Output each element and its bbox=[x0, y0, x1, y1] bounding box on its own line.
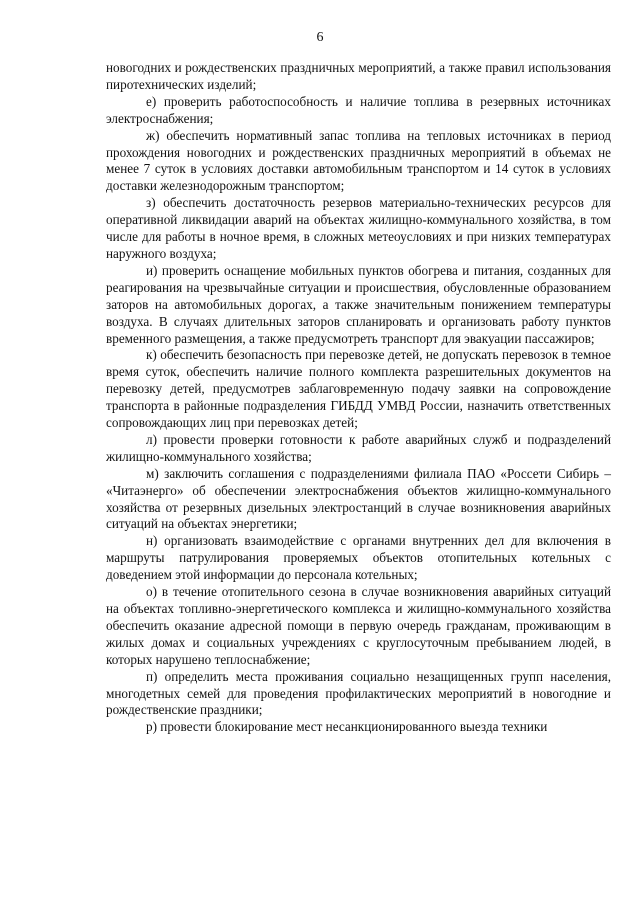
document-body bbox=[106, 60, 611, 736]
paragraph-item-i: и) проверить оснащение мобильных пунктов обогрева и питания, созданных для реагирования на чрезвычайные ситуации и происшествия, обусловленные образованием заторов на автомобильных дорогах, а также значительным понижением температуры воздуха. В случаях длительных заторов спланировать и организовать работу пунктов временного размещения, а также предусмотреть транспорт для эвакуации пассажиров; bbox=[106, 262, 611, 346]
paragraph-item-n: н) организовать взаимодействие с органами внутренних дел для включения в маршруты патрулирования проверяемых объектов отопительных котельных с доведением этой информации до персонала котельных; bbox=[106, 533, 611, 583]
paragraph-item-e: е) проверить работоспособность и наличие топлива в резервных источниках электроснабжения; bbox=[106, 93, 611, 126]
paragraph-item-zh: ж) обеспечить нормативный запас топлива на тепловых источниках в период прохождения новогодних и рождественских праздничных мероприятий в объемах не менее 7 суток в условиях доставки автомобильным транспортом и 14 суток в условиях доставки железнодорожным транспортом; bbox=[106, 127, 611, 194]
paragraph-item-o: о) в течение отопительного сезона в случае возникновения аварийных ситуаций на объектах топливно-энергетического комплекса и жилищно-коммунального хозяйства обеспечить оказание адресной помощи в первую очередь гражданам, проживающим в жилых домах и социальных учреждениях с круглосуточным пребыванием людей, в которых нарушено теплоснабжение; bbox=[106, 584, 611, 667]
paragraph-item-l: л) провести проверки готовности к работе аварийных служб и подразделений жилищно-коммунального хозяйства; bbox=[106, 431, 611, 464]
paragraph-item-p: п) определить места проживания социально незащищенных групп населения, многодетных семей для проведения профилактических мероприятий в новогодние и рождественские праздники; bbox=[106, 668, 611, 718]
paragraph-continuation: новогодних и рождественских праздничных мероприятий, а также правил использования пиротехнических изделий; bbox=[106, 60, 611, 92]
paragraph-item-m: м) заключить соглашения с подразделениями филиала ПАО «Россети Сибирь – «Читаэнерго» об обеспечении электроснабжения объектов жилищно-коммунального хозяйства от резервных дизельных электростанций в случае возникновения аварийных ситуаций на объектах энергетики; bbox=[106, 465, 611, 532]
paragraph-item-k: к) обеспечить безопасность при перевозке детей, не допускать перевозок в темное время суток, обеспечить наличие полного комплекта разрешительных документов на перевозку детей, предусмотрев заблаговременную подачу заявки на сопровождение транспорта в районные подразделения ГИБДД УМВД России, назначить ответственных сопровождающих лиц при перевозках детей; bbox=[106, 347, 611, 431]
page-number: 6 bbox=[316, 30, 324, 45]
paragraph-item-z: з) обеспечить достаточность резервов материально-технических ресурсов для оперативной ликвидации аварий на объектах жилищно-коммунального хозяйства, в том числе для работы в ночное время, в сложных метеоусловиях и при низких температурах наружного воздуха; bbox=[106, 195, 611, 261]
paragraph-item-r: р) провести блокирование мест несанкционированного выезда техники bbox=[146, 719, 548, 735]
